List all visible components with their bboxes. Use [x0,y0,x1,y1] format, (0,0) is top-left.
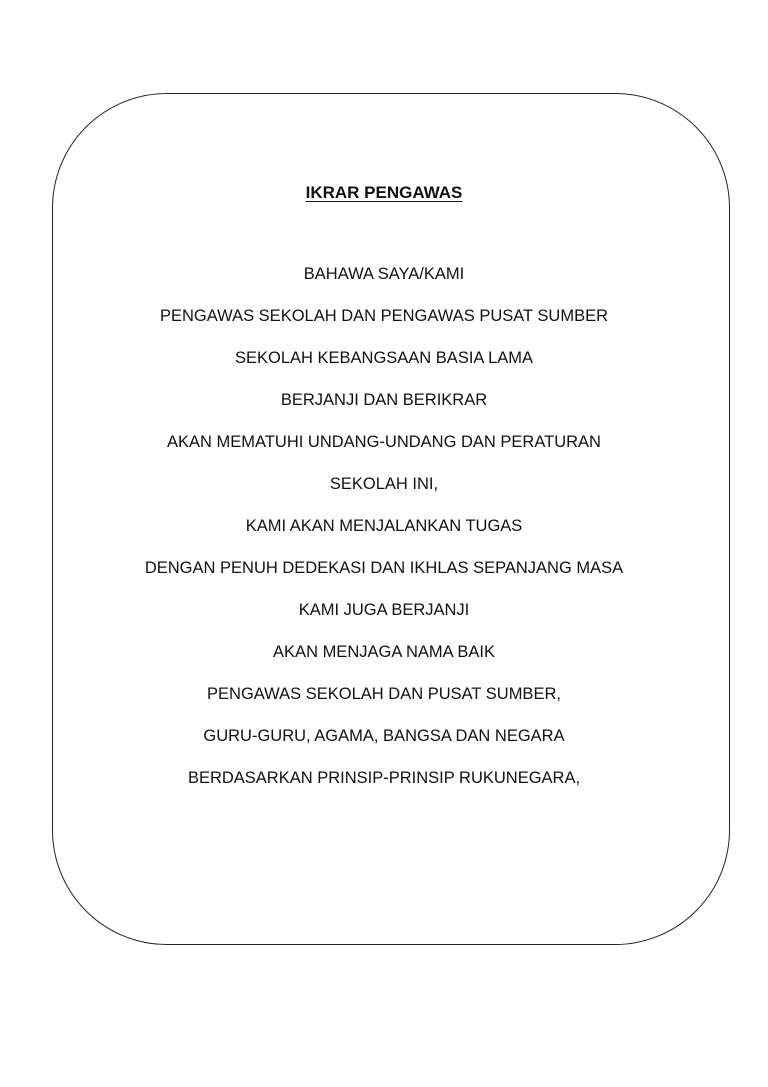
pledge-line: BAHAWA SAYA/KAMI [303,265,465,283]
pledge-line: AKAN MEMATUHI UNDANG-UNDANG DAN PERATURAN [167,433,601,451]
pledge-line: SEKOLAH KEBANGSAAN BASIA LAMA [234,349,534,367]
pledge-line: PENGAWAS SEKOLAH DAN PENGAWAS PUSAT SUMBER [159,307,609,325]
pledge-line: BERDASARKAN PRINSIP-PRINSIP RUKUNEGARA, [187,769,581,787]
pledge-line: DENGAN PENUH DEDEKASI DAN IKHLAS SEPANJANG MASA [144,559,624,577]
pledge-line: GURU-GURU, AGAMA, BANGSA DAN NEGARA [203,727,565,745]
pledge-line: PENGAWAS SEKOLAH DAN PUSAT SUMBER, [207,685,561,703]
page-title: IKRAR PENGAWAS [305,183,463,202]
pledge-text [0,262,768,808]
pledge-line: SEKOLAH INI, [329,475,439,493]
pledge-line: KAMI JUGA BERJANJI [298,601,470,619]
pledge-line: BERJANJI DAN BERIKRAR [280,391,488,409]
pledge-line: AKAN MENJAGA NAMA BAIK [273,643,495,661]
pledge-line: KAMI AKAN MENJALANKAN TUGAS [245,517,523,535]
